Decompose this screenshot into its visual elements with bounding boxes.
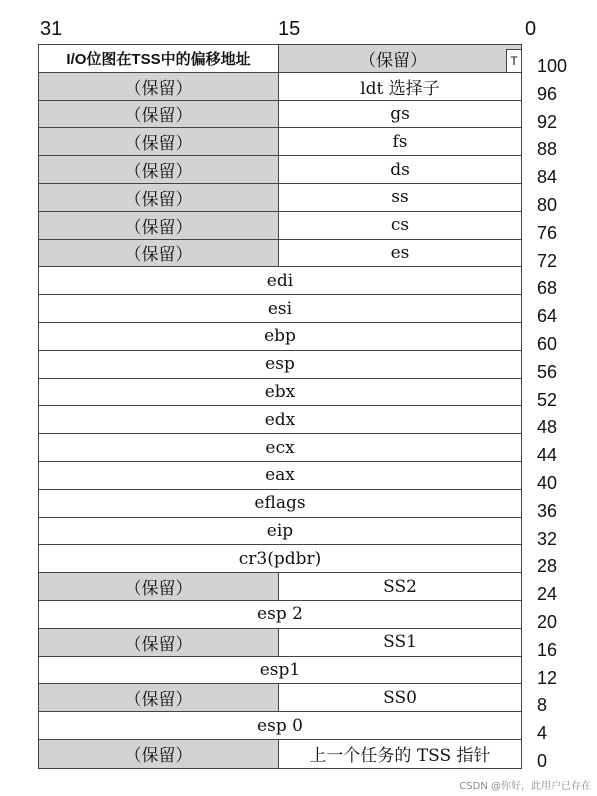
tss-row <box>39 101 521 129</box>
register-cell: esp 2 <box>257 604 303 625</box>
register-cell: edx <box>264 409 296 430</box>
reserved-cell: （保留） <box>39 629 279 656</box>
register-cell: ebp <box>264 326 296 347</box>
tss-row <box>39 684 521 712</box>
tss-row <box>39 184 521 212</box>
register-cell: ecx <box>265 437 295 458</box>
bit-label-31: 31 <box>40 18 63 40</box>
tss-row <box>39 518 521 546</box>
register-cell: ebx <box>264 381 296 402</box>
tss-row <box>39 740 521 768</box>
offset-label: 32 <box>537 528 558 549</box>
register-cell: eax <box>265 465 295 486</box>
tss-row <box>39 351 521 379</box>
offset-label: 28 <box>537 556 558 577</box>
tss-row <box>39 73 521 101</box>
bit-label-0: 0 <box>525 18 537 40</box>
tss-row <box>39 545 521 573</box>
field-cell: SS2 <box>383 576 417 597</box>
register-cell: eflags <box>254 493 306 514</box>
offset-label: 44 <box>537 445 558 466</box>
reserved-cell: （保留） <box>39 740 279 768</box>
tss-row <box>39 323 521 351</box>
tss-row <box>39 573 521 601</box>
tss-row <box>39 379 521 407</box>
tss-row <box>39 490 521 518</box>
field-cell: es <box>390 242 410 263</box>
bit-label-15: 15 <box>278 18 301 40</box>
tss-row <box>39 601 521 629</box>
register-cell: esp1 <box>259 659 301 680</box>
field-cell: gs <box>390 103 410 124</box>
offset-label: 100 <box>537 56 568 76</box>
tss-row <box>39 657 521 685</box>
offset-label: 88 <box>537 139 558 160</box>
offset-label: 8 <box>537 695 548 716</box>
field-cell: ss <box>391 187 409 208</box>
offset-label: 52 <box>537 389 558 410</box>
tss-row <box>39 629 521 657</box>
reserved-cell <box>279 45 521 72</box>
offset-label: 4 <box>537 723 548 744</box>
field-cell: SS1 <box>383 632 417 653</box>
register-cell: edi <box>266 270 294 291</box>
reserved-cell: （保留） <box>39 184 279 211</box>
reserved-cell: （保留） <box>39 240 279 267</box>
field-cell: ldt 选择子 <box>360 78 440 99</box>
tss-row <box>39 45 521 73</box>
offset-label: 96 <box>537 83 558 104</box>
register-cell: esp <box>265 354 295 375</box>
offset-label: 92 <box>537 111 558 132</box>
offset-label: 72 <box>537 250 558 271</box>
offset-label: 48 <box>537 417 558 438</box>
register-cell: esi <box>267 298 293 319</box>
reserved-label: （保留） <box>359 50 427 71</box>
tss-row <box>39 434 521 462</box>
offset-label: 40 <box>537 473 558 493</box>
offset-label: 56 <box>537 361 558 382</box>
tss-row <box>39 128 521 156</box>
tss-row <box>39 240 521 268</box>
reserved-cell: （保留） <box>39 212 279 239</box>
offset-label: 64 <box>537 306 558 327</box>
tss-row <box>39 462 521 490</box>
reserved-cell: （保留） <box>39 573 279 600</box>
watermark: CSDN @你好，此用户已存在 <box>459 781 591 792</box>
offset-label: 0 <box>537 751 548 771</box>
tss-row <box>39 712 521 740</box>
io-bitmap-offset-cell: I/O位图在TSS中的偏移地址 <box>39 45 279 72</box>
offset-label: 80 <box>537 195 558 215</box>
tss-row <box>39 267 521 295</box>
field-cell: fs <box>392 131 408 152</box>
reserved-cell: （保留） <box>39 73 279 100</box>
offset-label: 76 <box>537 222 558 243</box>
register-cell: cr3(pdbr) <box>238 548 322 569</box>
offset-label: 36 <box>537 500 558 521</box>
reserved-cell: （保留） <box>39 128 279 155</box>
tss-row <box>39 406 521 434</box>
tss-row <box>39 295 521 323</box>
offset-label: 68 <box>537 278 558 299</box>
offset-label: 12 <box>537 667 558 688</box>
field-cell: SS0 <box>383 687 417 708</box>
reserved-cell: （保留） <box>39 684 279 711</box>
offset-label: 24 <box>537 584 558 605</box>
offset-label: 84 <box>537 167 558 188</box>
debug-trap-flag: T <box>506 49 521 72</box>
register-cell: eip <box>266 520 294 541</box>
tss-row <box>39 212 521 240</box>
register-cell: esp 0 <box>257 715 303 736</box>
reserved-cell: （保留） <box>39 156 279 183</box>
tss-structure-table <box>38 44 522 769</box>
field-cell: ds <box>390 159 410 180</box>
reserved-cell: （保留） <box>39 101 279 128</box>
offset-label: 16 <box>537 639 558 660</box>
field-cell: 上一个任务的 TSS 指针 <box>309 746 491 767</box>
offset-label: 20 <box>537 612 558 632</box>
field-cell: cs <box>390 215 410 236</box>
tss-row <box>39 156 521 184</box>
offset-label: 60 <box>537 334 558 354</box>
